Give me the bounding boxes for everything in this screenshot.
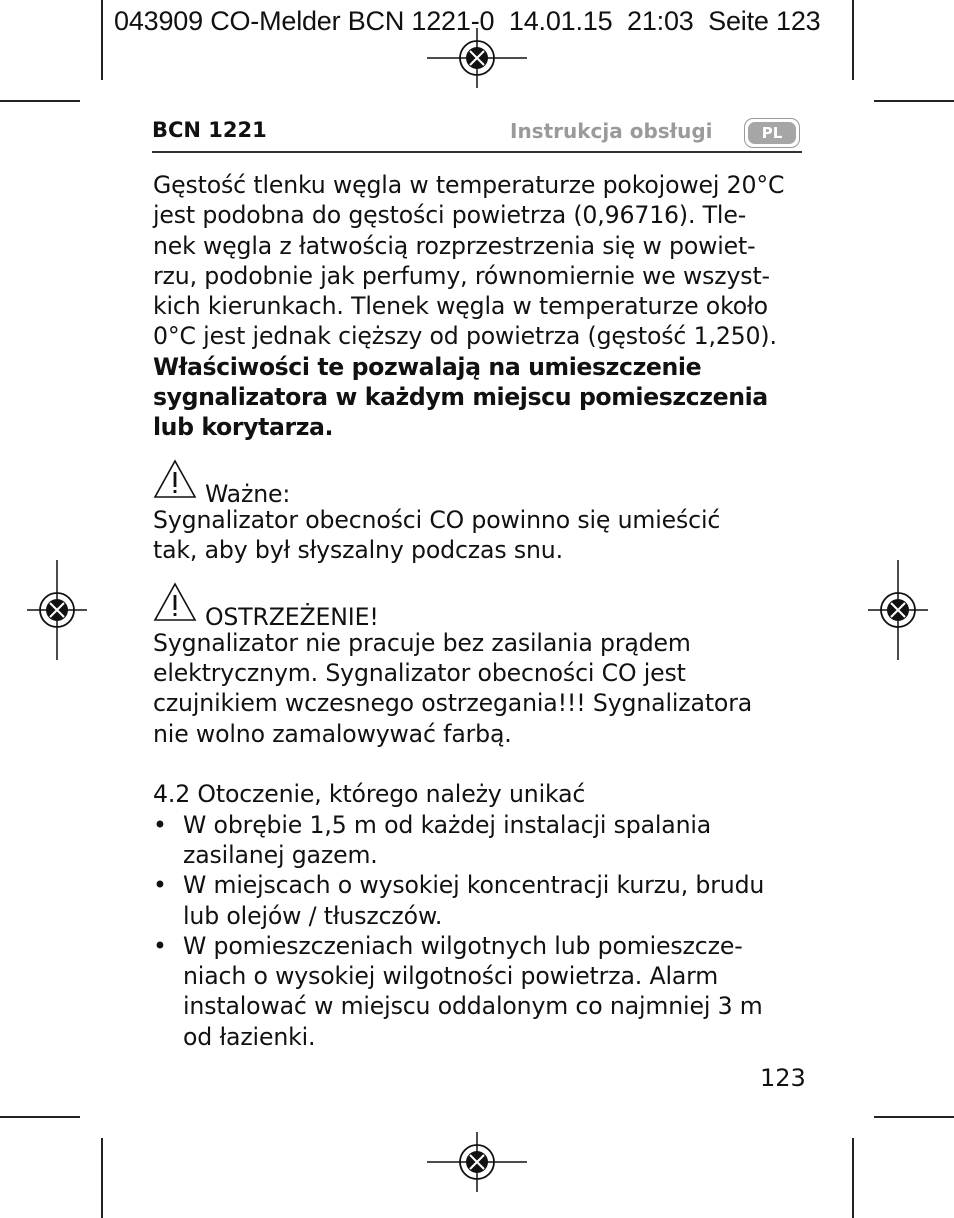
emphasis-line: lub korytarza. <box>153 413 334 442</box>
text-line: 0°C jest jednak cięższy od powietrza (gęstość 1,250). <box>153 322 777 351</box>
crop-mark <box>852 1138 854 1218</box>
text-line: czujnikiem wczesnego ostrzegania!!! Sygnalizatora <box>153 689 753 718</box>
language-badge <box>744 118 800 148</box>
warning-label: OSTRZEŻENIE! <box>205 602 379 631</box>
text-line: zasilanej gazem. <box>183 840 378 869</box>
page-body <box>153 170 813 1052</box>
text-line: Sygnalizator obecności CO powinno się umieścić <box>153 505 721 534</box>
text-line: Gęstość tlenku węgla w temperaturze pokojowej 20°C <box>153 171 785 199</box>
text-line: tak, aby był słyszalny podczas snu. <box>153 536 563 565</box>
warning-note <box>153 596 813 749</box>
list-item <box>153 870 813 931</box>
important-label: Ważne: <box>205 479 291 508</box>
bullet-icon: • <box>153 931 167 960</box>
registration-mark-icon <box>427 1132 527 1192</box>
list-item <box>153 931 813 1052</box>
language-badge-label: PL <box>748 122 796 144</box>
important-note <box>153 473 813 566</box>
crop-mark <box>0 1116 80 1118</box>
registration-mark-icon <box>27 560 87 660</box>
list-item <box>153 810 813 871</box>
crop-mark <box>0 100 80 102</box>
text-line: instalować w miejscu oddalonym co najmniej 3 m <box>183 992 763 1021</box>
text-line: od łazienki. <box>183 1022 316 1051</box>
crop-mark <box>852 0 854 80</box>
section-4-2 <box>153 779 813 1052</box>
text-line: nek węgla z łatwością rozprzestrzenia się w powiet- <box>153 231 756 260</box>
text-line: jest podobna do gęstości powietrza (0,96716). Tle- <box>153 201 747 230</box>
bullet-list <box>153 810 813 1052</box>
emphasis-line: Właściwości te pozwalają na umieszczenie <box>153 352 702 381</box>
text-line: W miejscach o wysokiej koncentracji kurzu, brudu <box>183 871 765 900</box>
text-line: nie wolno zamalowywać farbą. <box>153 719 512 748</box>
intro-paragraph <box>153 170 813 443</box>
document-type: Instrukcja obsługi <box>510 119 713 143</box>
crop-mark <box>874 1116 954 1118</box>
crop-mark <box>874 100 954 102</box>
crop-mark <box>101 1138 103 1218</box>
registration-mark-icon <box>427 28 527 88</box>
warning-triangle-icon <box>153 459 197 499</box>
brand-model: BCN 1221 <box>152 118 267 142</box>
text-line: kich kierunkach. Tlenek węgla w temperaturze około <box>153 292 768 321</box>
text-line: elektrycznym. Sygnalizator obecności CO jest <box>153 659 686 688</box>
text-line: W pomieszczeniach wilgotnych lub pomieszcze- <box>183 931 743 960</box>
bullet-icon: • <box>153 810 167 839</box>
registration-mark-icon <box>868 560 928 660</box>
text-line: rzu, podobnie jak perfumy, równomiernie we wszyst- <box>153 261 770 290</box>
text-line: W obrębie 1,5 m od każdej instalacji spalania <box>183 810 712 839</box>
text-line: lub olejów / tłuszczów. <box>183 901 443 930</box>
print-slug: 043909 CO-Melder BCN 1221-0 14.01.15 21:03 Seite 123 <box>114 6 821 36</box>
text-line: Sygnalizator nie pracuje bez zasilania prądem <box>153 628 691 657</box>
crop-mark <box>101 0 103 80</box>
emphasis-line: sygnalizatora w każdym miejscu pomieszczenia <box>153 383 768 412</box>
page-number: 123 <box>760 1064 806 1092</box>
section-heading: 4.2 Otoczenie, którego należy unikać <box>153 780 586 809</box>
page-header <box>152 118 802 152</box>
text-line: niach o wysokiej wilgotności powietrza. Alarm <box>183 962 719 991</box>
bullet-icon: • <box>153 871 167 900</box>
header-rule <box>152 151 802 153</box>
warning-triangle-icon <box>153 582 197 622</box>
